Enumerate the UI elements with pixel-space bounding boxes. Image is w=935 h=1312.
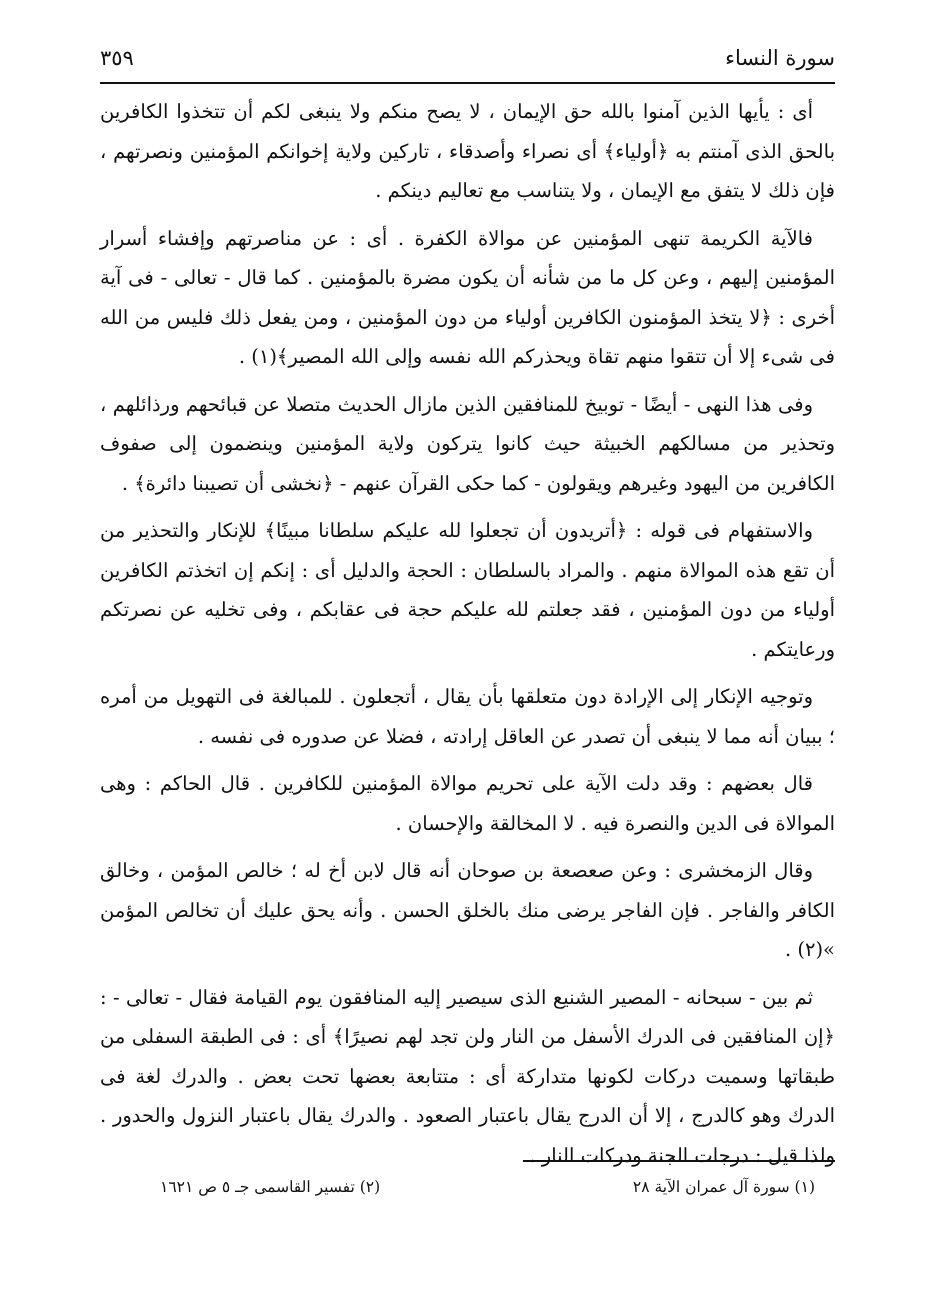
page-header <box>100 38 835 78</box>
page-body <box>100 92 835 1183</box>
header-divider <box>100 82 835 84</box>
paragraph: ثم بين - سبحانه - المصير الشنيع الذى سيصير إليه المنافقون يوم القيامة فقال - تعالى - : ﴿إن المنافقين فى الدرك الأسفل من النار ولن تجد لهم نصيرًا﴾ أى : فى الطبقة السفلى من طبقاتها وسميت دركات لكونها متداركة أى : متتابعة بعضها تحت بعض . والدرك لغة فى الدرك وهو كالدرج ، إلا أن الدرج يقال باعتبار الصعود . والدرك يقال باعتبار النزول والحدور . ولذا قيل : درجات الجنة ودركات النار . <box>100 985 835 1167</box>
paragraph: فالآية الكريمة تنهى المؤمنين عن موالاة الكفرة . أى : عن مناصرتهم وإفشاء أسرار المؤمنين إليهم ، وعن كل ما من شأنه أن يكون مضرة بالمؤمنين . كما قال - تعالى - فى آية أخرى : ﴿لا يتخذ المؤمنون الكافرين أولياء من دون المؤمنين ، ومن يفعل ذلك فليس من الله فى شىء إلا أن تتقوا منهم تقاة ويحذركم الله نفسه وإلى الله المصير﴾(١) . <box>100 226 835 368</box>
footnote-divider <box>523 1160 835 1162</box>
page-number: ٣٥٩ <box>100 46 134 70</box>
footnotes <box>160 1178 815 1196</box>
paragraph: وفى هذا النهى - أيضًا - توبيخ للمنافقين الذين مازال الحديث متصلا عن قبائحهم ورذائلهم ، وتحذير من مسالكهم الخبيثة حيث كانوا يتركون ولاية المؤمنين وينضمون إلى صفوف الكافرين من اليهود وغيرهم ويقولون - كما حكى القرآن عنهم - ﴿نخشى أن تصيبنا دائرة﴾ . <box>100 392 835 495</box>
paragraph: وتوجيه الإنكار إلى الإرادة دون متعلقها بأن يقال ، أتجعلون . للمبالغة فى التهويل من أمره ؛ ببيان أنه مما لا ينبغى أن تصدر عن العاقل إرادته ، فضلا عن صدوره فى نفسه . <box>100 685 835 748</box>
paragraph: والاستفهام فى قوله : ﴿أتريدون أن تجعلوا لله عليكم سلطانا مبينًا﴾ للإنكار والتحذير من أن تقع هذه الموالاة منهم . والمراد بالسلطان : الحجة والدليل أى : إنكم إن اتخذتم الكافرين أولياء من دون المؤمنين ، فقد جعلتم لله عليكم حجة فى عقابكم ، وفى تخليه عن نصرتكم ورعايتكم . <box>100 519 835 661</box>
footnote-2: (٢) تفسير القاسمى جـ ٥ ص ١٦٢١ <box>160 1178 381 1196</box>
paragraph: وقال الزمخشرى : وعن صعصعة بن صوحان أنه قال لابن أخ له ؛ خالص المؤمن ، وخالق الكافر والفاجر . فإن الفاجر يرضى منك بالخلق الحسن . وأنه يحق عليك أن تخالص المؤمن »(٢) . <box>100 859 835 961</box>
surah-title: سورة النساء <box>725 46 835 70</box>
footnote-1: (١) سورة آل عمران الآية ٢٨ <box>632 1178 815 1196</box>
paragraph: قال بعضهم : وقد دلت الآية على تحريم موالاة المؤمنين للكافرين . قال الحاكم : وهى الموالاة فى الدين والنصرة فيه . لا المخالقة والإحسان . <box>100 772 835 835</box>
paragraph: أى : يأيها الذين آمنوا بالله حق الإيمان ، لا يصح منكم ولا ينبغى لكم أن تتخذوا الكافرين بالحق الذى آمنتم به ﴿أولياء﴾ أى نصراء وأصدقاء ، تاركين ولاية إخوانكم المؤمنين ونصرتهم ، فإن ذلك لا يتفق مع الإيمان ، ولا يتناسب مع تعاليم دينكم . <box>100 100 835 202</box>
